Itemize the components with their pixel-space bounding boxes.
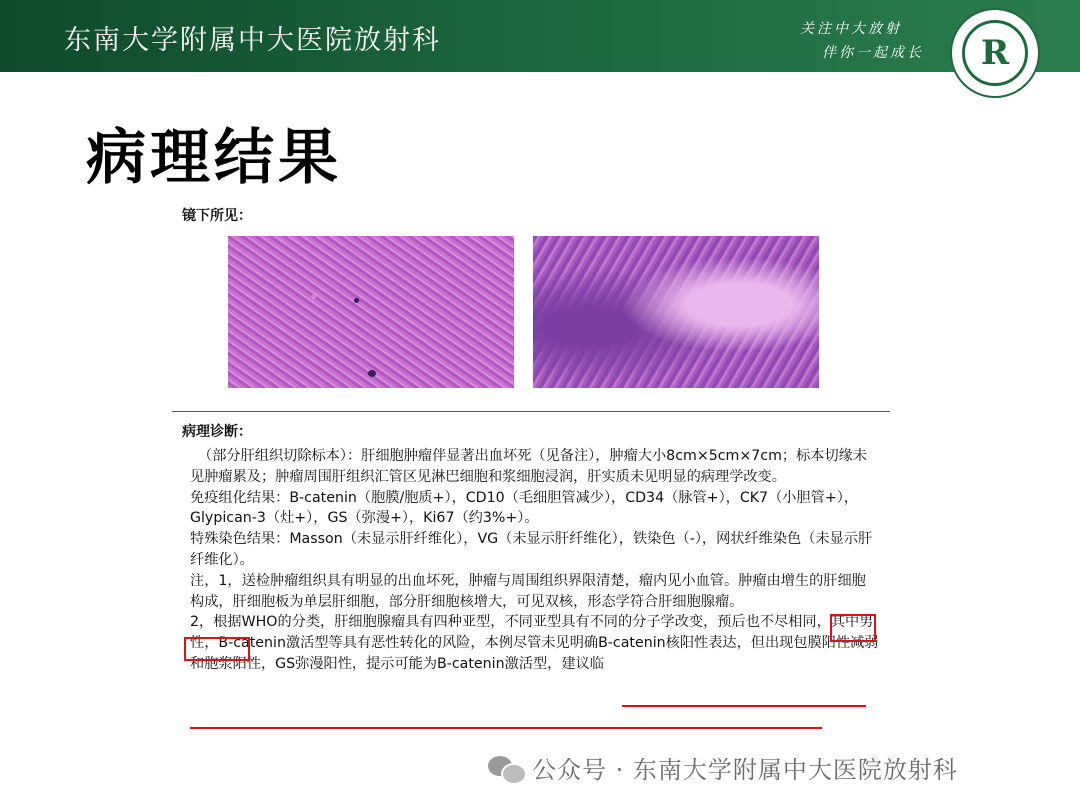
tissue-spot [368, 370, 376, 377]
report-paragraph-1: （部分肝组织切除标本）：肝细胞肿瘤伴显著出血坏死（见备注），肿瘤大小8cm×5cm×7cm；标本切缘未见肿瘤累及；肿瘤周围肝组织汇管区见淋巴细胞和浆细胞浸润，肝实质未见明显的病理学改变。 [190, 448, 868, 485]
report-paragraph-3: 特殊染色结果：Masson（未显示肝纤维化），VG（未显示肝纤维化），铁染色（-），网状纤维染色（未显示肝纤维化）。 [190, 531, 873, 568]
header-banner [0, 0, 1080, 72]
slogan-line-1: 关注中大放射 [800, 21, 902, 37]
department-title: 东南大学附属中大医院放射科 [64, 25, 441, 56]
logo-glyph: R [962, 20, 1028, 86]
histology-image-right [533, 236, 819, 388]
highlight-box-2 [184, 637, 250, 661]
section-divider [172, 411, 890, 412]
slogan-line-2: 伴你一起成长 [822, 45, 924, 61]
report-paragraph-5: 2，根据WHO的分类，肝细胞腺瘤具有四种亚型，不同亚型具有不同的分子学改变，预后也不尽相同，其中男性，B-catenin激活型等具有恶性转化的风险，本例尽管未见明确B-catenin核阳性表达，但出现包膜阳性减弱和胞浆阳性，GS弥漫阳性，提示可能为B-catenin激活型，建议临 [190, 614, 879, 672]
pathology-report [190, 446, 880, 675]
wechat-icon [488, 754, 524, 782]
highlight-underline-2 [190, 727, 822, 729]
footer-watermark [488, 750, 958, 785]
microscopy-label: 镜下所见： [182, 208, 252, 224]
highlight-underline-1 [622, 705, 866, 707]
diagnosis-label: 病理诊断： [182, 424, 252, 440]
highlight-box-1 [830, 614, 876, 642]
page-title: 病理结果 [86, 123, 342, 193]
report-paragraph-2: 免疫组化结果：B-catenin（胞膜/胞质+），CD10（毛细胆管减少），CD34（脉管+），CK7（小胆管+），Glypican-3（灶+），GS（弥漫+），Ki67（约3%+）。 [190, 489, 858, 527]
footer-text: 公众号 · 东南大学附属中大医院放射科 [532, 756, 958, 784]
tissue-spot [354, 298, 359, 303]
histology-image-left [228, 236, 514, 388]
report-paragraph-4: 注，1，送检肿瘤组织具有明显的出血坏死，肿瘤与周围组织界限清楚，瘤内见小血管。肿瘤由增生的肝细胞构成，肝细胞板为单层肝细胞，部分肝细胞核增大，可见双核，形态学符合肝细胞腺瘤。 [190, 572, 866, 610]
hospital-logo [950, 8, 1040, 98]
